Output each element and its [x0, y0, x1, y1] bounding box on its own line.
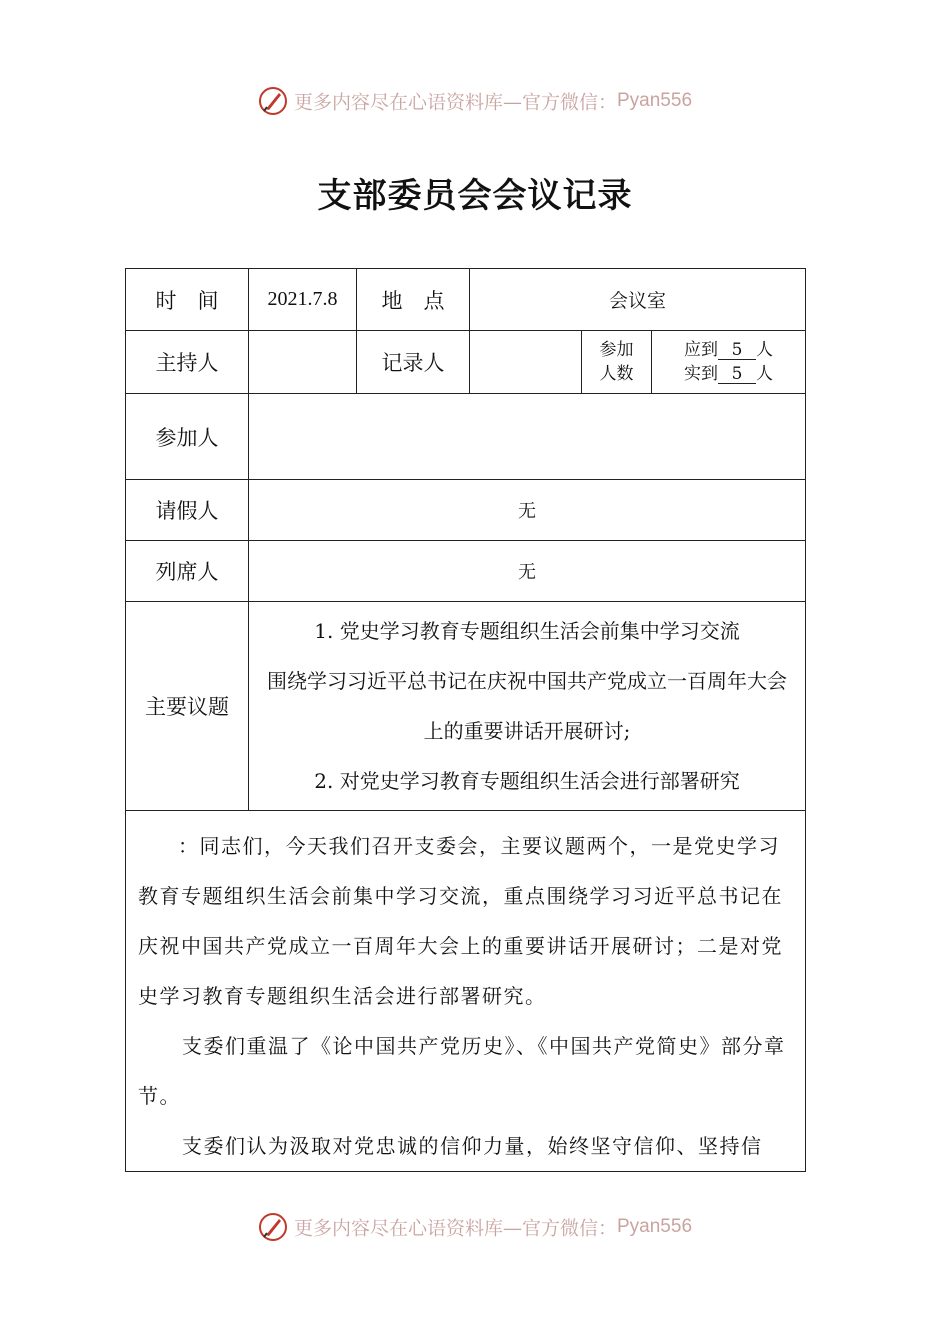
watermark-footer [0, 1212, 950, 1242]
attendance-counts [652, 331, 806, 394]
table-row [126, 269, 806, 331]
expected-count: 5 [718, 341, 756, 360]
leave-value: 无 [249, 480, 806, 541]
quill-logo-icon [258, 86, 288, 116]
expected-attendance [652, 338, 805, 362]
attendance-label-line1: 参加 [599, 340, 634, 360]
expected-prefix: 应到 [684, 340, 719, 360]
topics-content [249, 602, 806, 811]
actual-count: 5 [718, 365, 756, 384]
leave-label: 请假人 [126, 480, 249, 541]
observers-label: 列席人 [126, 541, 249, 602]
actual-attendance [652, 362, 805, 386]
host-value [249, 331, 357, 394]
table-row [126, 480, 806, 541]
watermark-header [0, 86, 950, 116]
time-value: 2021.7.8 [249, 269, 357, 331]
watermark-id: Pyan556 [617, 1216, 693, 1237]
table-row [126, 602, 806, 811]
watermark-id: Pyan556 [617, 90, 693, 111]
place-label: 地 点 [357, 269, 470, 331]
expected-unit: 人 [756, 340, 774, 360]
meeting-record-table [125, 268, 806, 1172]
observers-value: 无 [249, 541, 806, 602]
table-row [126, 541, 806, 602]
table-row [126, 811, 806, 1172]
minutes-paragraph-2: 支委们重温了《论中国共产党历史》、《中国共产党简史》部分章节。 [138, 1034, 786, 1108]
time-label: 时 间 [126, 269, 249, 331]
minutes-paragraph-1: ：同志们，今天我们召开支委会，主要议题两个，一是党史学习教育专题组织生活会前集中学习交流，重点围绕学习习近平总书记在庆祝中国共产党成立一百周年大会上的重要讲话开展研讨；二是对党史学习教育专题组织生活会进行部署研究。 [138, 834, 783, 1008]
minutes-paragraph-3: 支委们认为汲取对党忠诚的信仰力量，始终坚守信仰、坚持信 [182, 1134, 763, 1158]
topics-label: 主要议题 [126, 602, 249, 811]
recorder-label: 记录人 [357, 331, 470, 394]
recorder-value [470, 331, 582, 394]
participants-value [249, 394, 806, 480]
host-label: 主持人 [126, 331, 249, 394]
watermark-text: 更多内容尽在心语资料库—官方微信： [293, 91, 617, 114]
actual-prefix: 实到 [684, 364, 719, 384]
watermark-text: 更多内容尽在心语资料库—官方微信： [293, 1217, 617, 1240]
table-row [126, 394, 806, 480]
topic-1-detail: 围绕学习习近平总书记在庆祝中国共产党成立一百周年大会上的重要讲话开展研讨; [267, 669, 788, 743]
topic-1: 1. 党史学习教育专题组织生活会前集中学习交流 [314, 619, 740, 643]
quill-logo-icon [258, 1212, 288, 1242]
participants-label: 参加人 [126, 394, 249, 480]
page-title: 支部委员会会议记录 [317, 176, 633, 216]
place-value: 会议室 [470, 269, 806, 331]
minutes-body [126, 811, 806, 1172]
attendance-label-line2: 人数 [599, 364, 634, 384]
actual-unit: 人 [756, 364, 774, 384]
table-row [126, 331, 806, 394]
attendance-label [582, 331, 652, 394]
topic-2: 2. 对党史学习教育专题组织生活会进行部署研究 [314, 769, 740, 793]
